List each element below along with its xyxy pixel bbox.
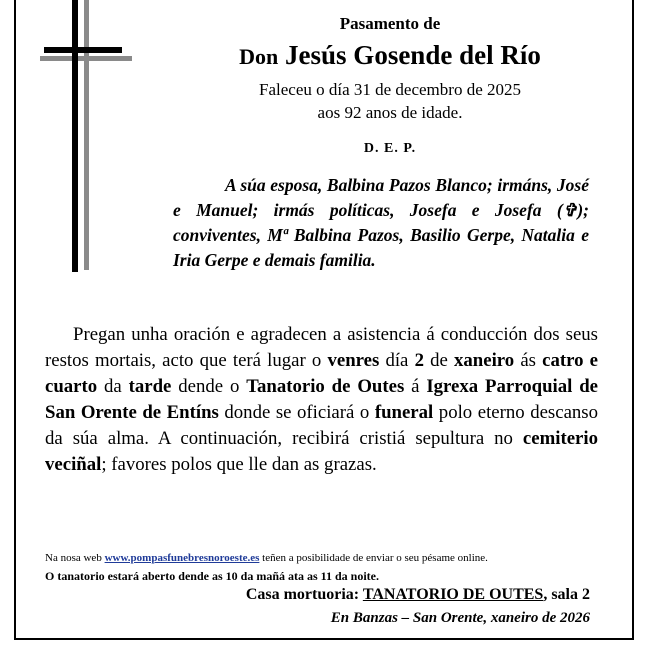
cross-vertical	[72, 0, 78, 272]
service-day: venres	[327, 350, 380, 371]
place-date: En Banzas – San Orente, xaneiro de 2026	[330, 610, 590, 626]
service-cemetery: cemiterio veciñal	[45, 428, 598, 475]
website-link[interactable]: www.pompasfunebresnoroeste.es	[104, 552, 260, 564]
rip-text: D. E. P.	[363, 141, 417, 156]
service-type: funeral	[374, 402, 434, 423]
honorific: Don	[239, 44, 279, 69]
service-time: catro e cuarto	[45, 350, 599, 397]
service-to: Igrexa Parroquial de San Orente de Entíns	[45, 376, 598, 423]
mortuary-line: Casa mortuoria: TANATORIO DE OUTES, sala 2	[245, 586, 590, 603]
service-month: xaneiro	[454, 350, 515, 371]
deceased-name-line	[190, 40, 590, 71]
death-date: Faleceu o día 31 de decembro de 2025	[259, 80, 521, 99]
web-note: Na nosa web www.pompasfunebresnoroeste.es teñen a posibilidade de enviar o seu pésame online.	[45, 552, 488, 564]
deceased-name: Jesús Gosende del Río	[285, 40, 541, 70]
service-from: Tanatorio de Outes	[246, 376, 405, 397]
service-paragraph: Pregan unha oración e agradecen a asistencia á conducción dos seus restos mortais, acto que terá lugar o venres día 2 de xaneiro ás catro e cuarto da tarde dende o Tanatorio de Outes á Igrexa Parroquial de San Orente de Entíns donde se oficiará o funeral polo eterno descanso da súa alma. A continuación, recibirá cristiá sepultura no cemiterio veciñal; favores polos que lle dan as grazas.	[45, 324, 599, 475]
cross-shadow-horizontal	[40, 56, 132, 61]
cross-shadow-vertical	[84, 0, 89, 270]
cross-icon	[40, 0, 140, 280]
service-date: 2	[414, 350, 424, 371]
service-part-of-day: tarde	[128, 376, 172, 397]
cross-horizontal	[44, 47, 122, 53]
age: aos 92 anos de idade.	[317, 103, 463, 122]
family-paragraph: A súa esposa, Balbina Pazos Blanco; irmáns, José e Manuel; irmás políticas, Josefa e Josefa (✞); conviventes, Mª Balbina Pazos, Basilio Gerpe, Natalia e Iria Gerpe e demais familia.	[173, 175, 589, 270]
opening-hours-note: O tanatorio estará aberto dende as 10 da mañá ata as 11 da noite.	[45, 569, 379, 583]
mortuary-place: TANATORIO DE OUTES	[362, 586, 544, 603]
pretitle: Pasamento de	[339, 14, 441, 33]
